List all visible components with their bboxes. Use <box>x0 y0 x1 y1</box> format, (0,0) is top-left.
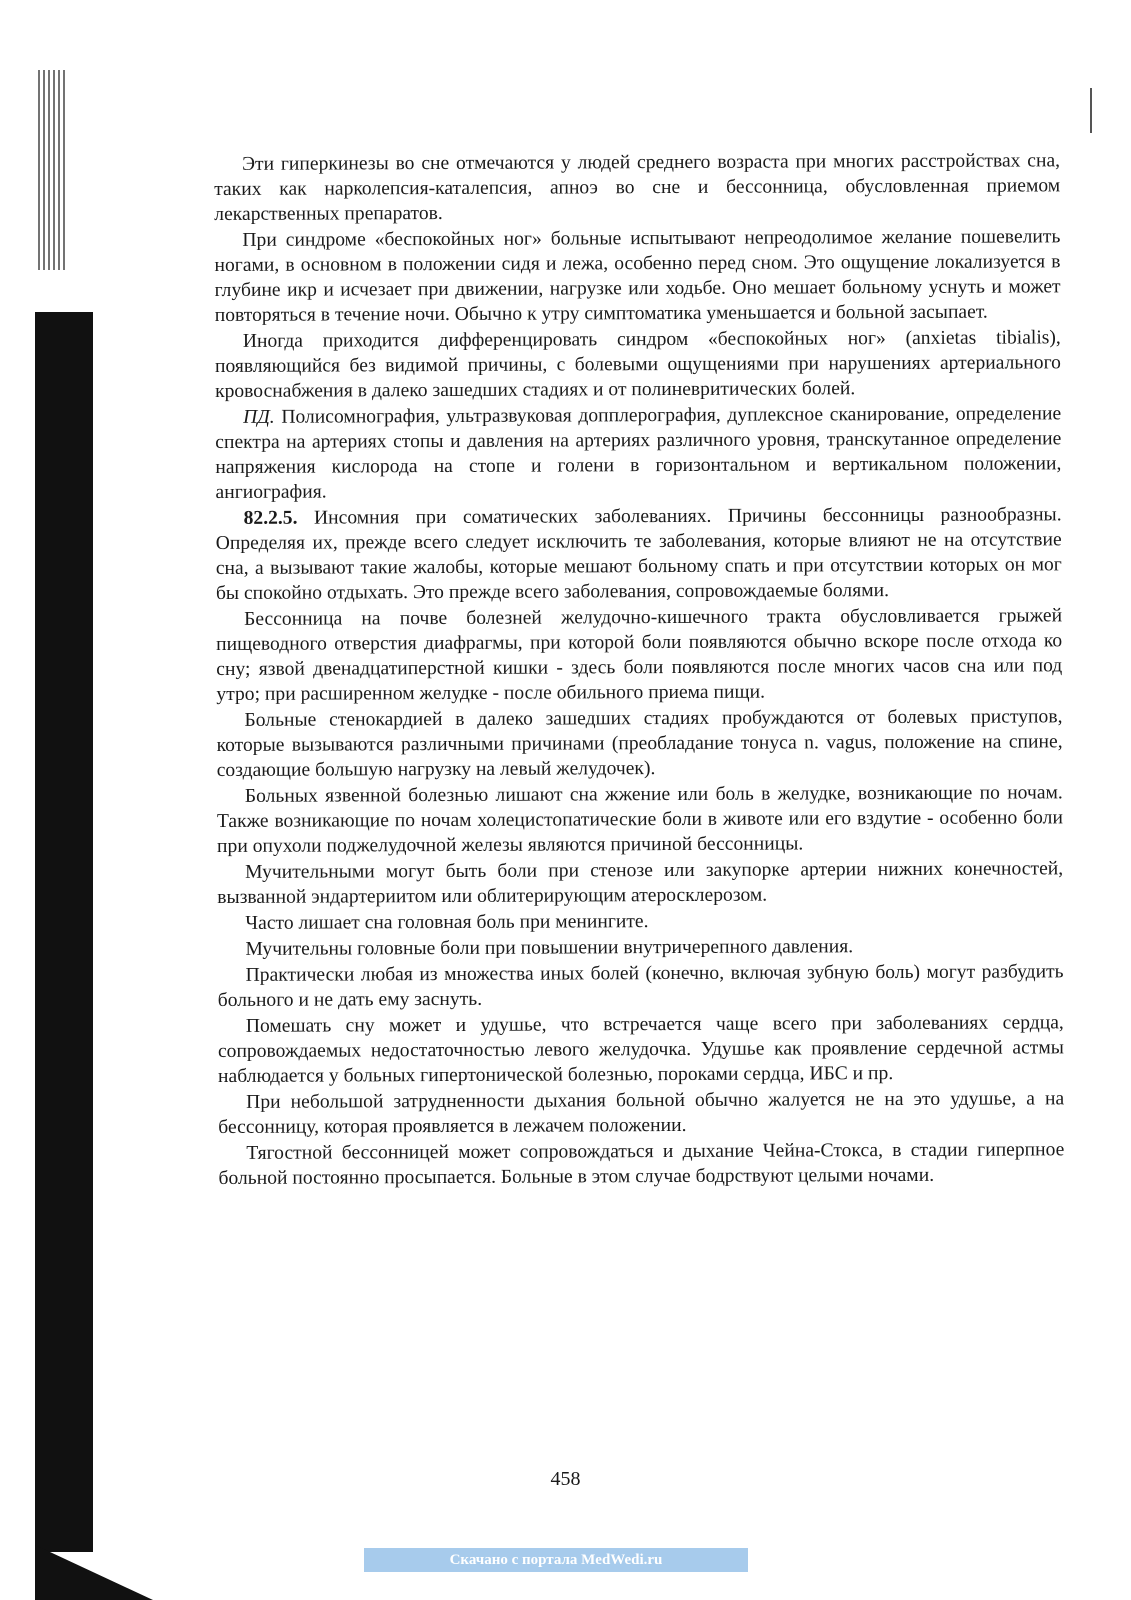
paragraph-2: При синдроме «беспокойных ног» больные испытывают непреодолимое желание пошевелить ногами, в основном в положении сидя и лежа, особенно перед сном. Это ощущение локализуется в глубине икр и исчезает при движении, нагрузке или ходьбе. Оно мешает больному уснуть и может повторяться в течение ночи. Обычно к утру симптоматика уменьшается и больной засыпает. <box>214 226 1061 326</box>
paragraph-15: Тягостной бессонницей может сопровождаться и дыхание Чейна-Стокса, в стадии гиперпное больной постоянно просыпается. Больные в этом случае бодрствуют целыми ночами. <box>218 1139 1065 1189</box>
paragraph-lead: ПД. <box>243 406 275 428</box>
paragraph-3: Иногда приходится дифференцировать синдром «беспокойных ног» (anxietas tibialis), появляющийся без видимой причины, с болевыми ощущениями при нарушениях артериального кровоснабжения в далеко зашедших стадиях и от полиневритических болей. <box>214 327 1061 402</box>
page-text <box>214 148 1065 1191</box>
paragraph-8: Больных язвенной болезнью лишают сна жжение или боль в желудке, возникающие по ночам. Также возникающие по ночам холецистопатические боли в животе или его вздутие - особенно боли при опухоли поджелудочной железы являются причиной бессонницы. <box>216 782 1063 857</box>
paragraph-6: Бессонница на почве болезней желудочно-кишечного тракта обусловливается грыжей пищеводного отверстия диафрагмы, при которой боли появляются обычно вскоре после отхода ко сну; язвой двенадцатиперстной кишки - здесь боли появляются после многих часов сна или под утро; при расширенном желудке - после обильного приема пищи. <box>216 605 1063 705</box>
section-number: 82.2.5. <box>243 507 298 529</box>
paragraph-9: Мучительными могут быть боли при стенозе или закупорке артерии нижних конечностей, вызванной эндартериитом или облитерирующим атеросклерозом. <box>217 858 1064 908</box>
paragraph-11: Мучительны головные боли при повышении внутричерепного давления. <box>245 936 854 960</box>
paragraph-13: Помешать сну может и удушье, что встречается чаще всего при заболеваниях сердца, сопровождаемых недостаточностью левого желудочка. Удушье как проявление сердечной астмы наблюдается у больных гипертонической болезнью, пороками сердца, ИБС и пр. <box>217 1012 1064 1087</box>
scan-specks <box>38 70 68 270</box>
paragraph-1: Эти гиперкинезы во сне отмечаются у людей среднего возраста при многих расстройствах сна, таких как нарколепсия-каталепсия, апноэ во сне и бессонница, обусловленная приемом лекарственных препаратов. <box>214 150 1061 225</box>
paragraph-14: При небольшой затрудненности дыхания больной обычно жалуется не на это удушье, а на бессонницу, которая проявляется в лежачем положении. <box>218 1088 1065 1138</box>
paragraph-4: ПД. Полисомнография, ультразвуковая допплерография, дуплексное сканирование, определение спектра на артериях стопы и давления на артериях различного уровня, транскутанное определение напряжения кислорода на стопе и голени в горизонтальном и вертикальном положении, ангиография. <box>215 403 1062 503</box>
scan-margin-bar <box>35 312 93 1552</box>
page-number: 458 <box>550 1468 581 1490</box>
paragraph-7: Больные стенокардией в далеко зашедших стадиях пробуждаются от болевых приступов, которые вызываются различными причинами (преобладание тонуса n. vagus, положение на спине, создающие большую нагрузку на левый желудочек). <box>216 706 1063 781</box>
watermark-banner[interactable]: Скачано с портала MedWedi.ru <box>364 1548 748 1572</box>
paragraph-5: 82.2.5. Инсомния при соматических заболеваниях. Причины бессонницы разнообразны. Определяя их, прежде всего следует исключить те заболевания, которые влияют не на отсутствие сна, а вызывают такие жалобы, которые мешают больному спать и при отсутствии которых он мог бы спокойно отдыхать. Это прежде всего заболевания, сопровождаемые болями. <box>215 504 1062 604</box>
paragraph-12: Практически любая из множества иных болей (конечно, включая зубную боль) могут разбудить больного и не дать ему заснуть. <box>217 961 1064 1011</box>
scan-margin-bar-foot <box>35 1545 153 1600</box>
paragraph-10: Часто лишает сна головная боль при менингите. <box>245 911 649 934</box>
scan-edge-line <box>1090 88 1092 133</box>
